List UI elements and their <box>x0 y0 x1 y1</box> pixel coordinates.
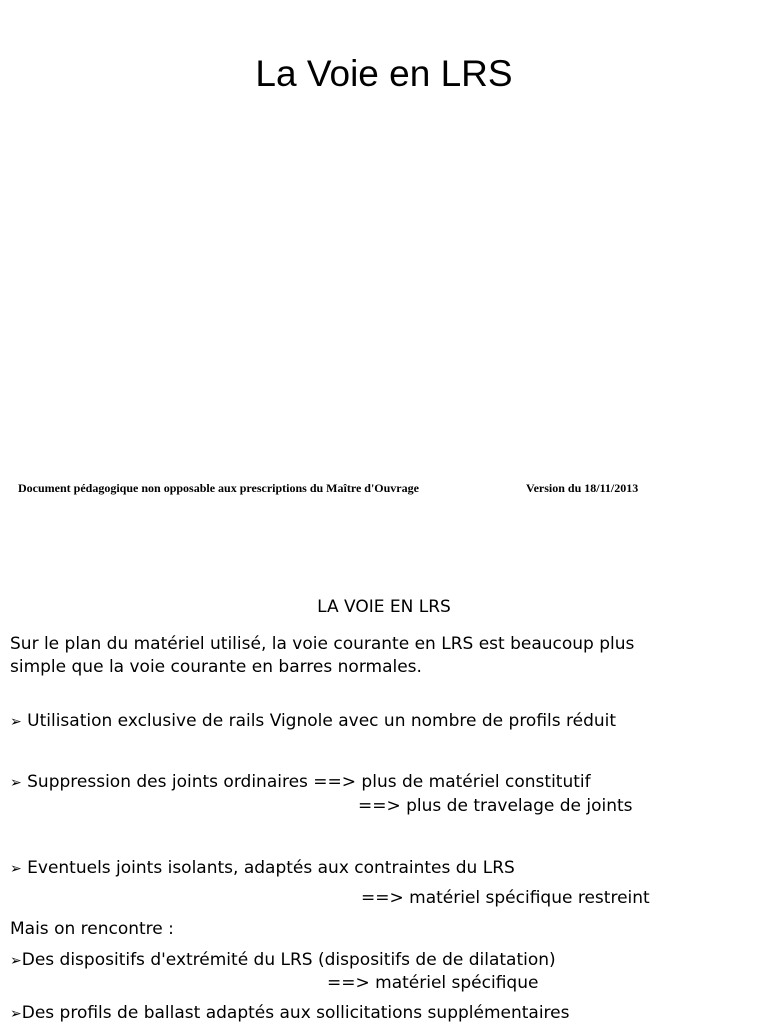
bullet-text: Utilisation exclusive de rails Vignole avec un nombre de profils réduit <box>21 711 617 731</box>
bullet-text: Des profils de ballast adaptés aux sollicitations supplémentaires <box>21 1003 570 1023</box>
intro-line-2: simple que la voie courante en barres normales. <box>10 657 422 677</box>
footer-disclaimer: Document pédagogique non opposable aux prescriptions du Maître d'Ouvrage <box>18 481 419 495</box>
bullet-item <box>10 1002 570 1026</box>
bullet-continuation: ==> matériel spécifique <box>327 973 539 993</box>
bullet-item <box>10 771 591 795</box>
bullet-continuation: ==> plus de travelage de joints <box>358 796 633 816</box>
bullet-item <box>10 949 556 973</box>
bullet-item <box>10 857 515 881</box>
mais-line: Mais on rencontre : <box>10 919 174 939</box>
arrow-bullet-icon: ➢ <box>10 775 22 791</box>
bullet-text: Suppression des joints ordinaires ==> plus de matériel constitutif <box>21 772 591 792</box>
bullet-continuation: ==> matériel spécifique restreint <box>361 888 650 908</box>
bullet-text: Des dispositifs d'extrémité du LRS (dispositifs de de dilatation) <box>21 950 556 970</box>
slide-heading: LA VOIE EN LRS <box>317 597 451 617</box>
slide-title: La Voie en LRS <box>255 53 513 94</box>
intro-line-1: Sur le plan du matériel utilisé, la voie courante en LRS est beaucoup plus <box>10 634 635 654</box>
arrow-bullet-icon: ➢ <box>10 953 22 969</box>
footer-version: Version du 18/11/2013 <box>526 481 639 495</box>
arrow-bullet-icon: ➢ <box>10 714 22 730</box>
arrow-bullet-icon: ➢ <box>10 861 22 877</box>
bullet-item <box>10 710 616 734</box>
bullet-text: Eventuels joints isolants, adaptés aux contraintes du LRS <box>21 858 515 878</box>
arrow-bullet-icon: ➢ <box>10 1006 22 1022</box>
